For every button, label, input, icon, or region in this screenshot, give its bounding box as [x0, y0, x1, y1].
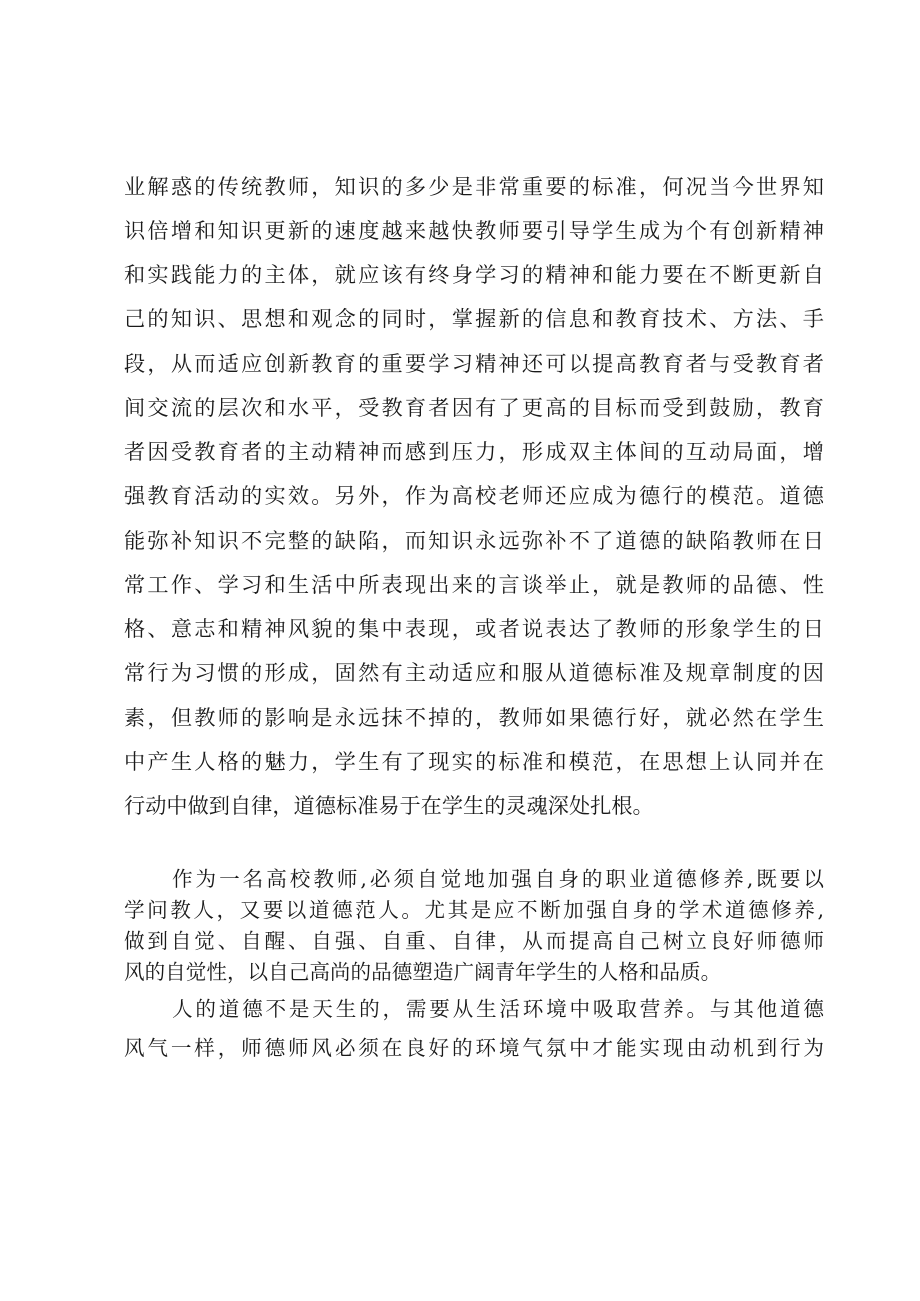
- paragraph-line: 风气一样，师德师风必须在良好的环境气氛中才能实现由动机到行为: [124, 1036, 824, 1060]
- paragraph-line: 和实践能力的主体，就应该有终身学习的精神和能力要在不断更新自: [124, 262, 824, 287]
- paragraph-line: 格、意志和精神风貌的集中表现，或者说表达了教师的形象学生的日: [124, 616, 824, 641]
- paragraph-line: 强教育活动的实效。另外，作为高校老师还应成为德行的模范。道德: [124, 483, 824, 508]
- paragraph-line: 人的道德不是天生的，需要从生活环境中吸取营养。与其他道德: [172, 997, 824, 1021]
- paragraph-line: 素，但教师的影响是永远抹不掉的，教师如果德行好，就必然在学生: [124, 705, 824, 730]
- paragraph-line: 段，从而适应创新教育的重要学习精神还可以提高教育者与受教育者: [124, 351, 824, 376]
- paragraph-line: 间交流的层次和水平，受教育者因有了更高的目标而受到鼓励，教育: [124, 395, 824, 420]
- paragraph-line: 业解惑的传统教师，知识的多少是非常重要的标准，何况当今世界知: [124, 174, 824, 199]
- paragraph-line: 行动中做到自律，道德标准易于在学生的灵魂深处扎根。: [124, 793, 654, 818]
- paragraph-line: 己的知识、思想和观念的同时，掌握新的信息和教育技术、方法、手: [124, 306, 824, 331]
- paragraph-line: 常工作、学习和生活中所表现出来的言谈举止，就是教师的品德、性: [124, 572, 824, 597]
- paragraph-line: 作为一名高校教师,必须自觉地加强自身的职业道德修养,既要以: [172, 867, 824, 891]
- paragraph-line: 学问教人，又要以道德范人。尤其是应不断加强自身的学术道德修养,: [124, 898, 824, 922]
- paragraph-line: 做到自觉、自醒、自强、自重、自律，从而提高自己树立良好师德师: [124, 929, 824, 953]
- paragraph-line: 常行为习惯的形成，固然有主动适应和服从道德标准及规章制度的因: [124, 660, 824, 685]
- paragraph-line: 者因受教育者的主动精神而感到压力，形成双主体间的互动局面，增: [124, 439, 824, 464]
- paragraph-line: 风的自觉性，以自己高尚的品德塑造广阔青年学生的人格和品质。: [124, 960, 722, 984]
- paragraph-line: 能弥补知识不完整的缺陷，而知识永远弥补不了道德的缺陷教师在日: [124, 528, 824, 553]
- paragraph-line: 中产生人格的魅力，学生有了现实的标准和模范，在思想上认同并在: [124, 749, 824, 774]
- paragraph-line: 识倍增和知识更新的速度越来越快教师要引导学生成为个有创新精神: [124, 218, 824, 243]
